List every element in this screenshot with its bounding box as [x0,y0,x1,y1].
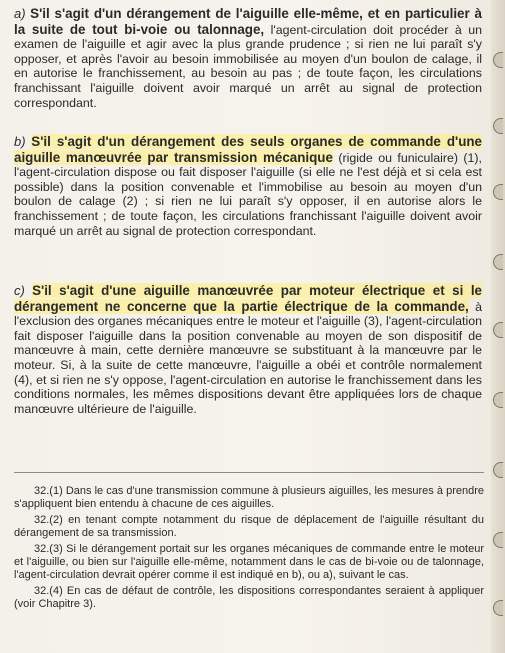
footnote-text: En cas de défaut de contrôle, les dispositions correspondantes seraient à appliquer (voir Chapitre 3). [14,585,484,610]
binder-hole [493,532,503,548]
paragraph-a-lead: S'il s'agit d'un dérangement de l'aiguille elle-même, et en particulier à la suite de tout bi-voie ou talonnage, [14,6,482,37]
paragraph-c [14,283,482,416]
paragraph-b-body: (rigide ou funiculaire) (1), l'agent-circulation dispose ou fait disposer l'aiguille (si elle ne l'est déjà et si cela est possible) dans la position convenable et l'immobilise au besoin au moyen d'un boulon de calage (2) ; si rien ne lui paraît s'y opposer, il en autorise alors le franchissement ; de toute façon, les circulations franchissant l'aiguille doivent avoir marqué un arrêt au signal de protection correspondant. [14,150,482,238]
binder-hole [493,254,503,270]
footnotes [14,485,484,614]
footnote-divider [14,472,484,473]
paragraph-b-letter: b) [14,134,26,149]
binder-hole [493,322,503,338]
paragraph-a-letter: a) [14,6,26,21]
binder-hole [493,52,503,68]
binder-hole [493,184,503,200]
binder-edge [491,0,505,653]
paragraph-c-body: à l'exclusion des organes mécaniques entre le moteur et l'aiguille (3), l'agent-circulation fait disposer l'aiguille dans la position convenable au moyen de son dispositif de manœuvre à main, cette dernière manœuvre se substituant à la manœuvre par le moteur. Si, à la suite de cette manœuvre, l'aiguille a obéi et contrôle normalement (4), et si rien ne s'y oppose, l'agent-circulation en autorise le franchissement dans les conditions normales, les mêmes dispositions devant être appliquées lors de chaque manœuvre ultérieure de l'aiguille. [14,299,483,416]
footnote-number: 32.(2) [34,514,63,526]
footnote-number: 32.(4) [34,585,63,597]
footnote-text: Dans le cas d'une transmission commune à plusieurs aiguilles, les mesures à prendre s'appliquent bien entendu à chacune de ces aiguilles. [14,485,484,510]
footnote-number: 32.(1) [34,485,63,497]
paragraph-a [14,6,482,110]
footnote-text: Si le dérangement portait sur les organes mécaniques de commande entre le moteur et l'aiguille, ou bien sur l'aiguille elle-même, notamment dans le cas de bi-voie ou de talonnage, l'agent-circulation devrait opérer comme il est indiqué en b), ou a), suivant le cas. [14,543,484,581]
footnote-1 [14,485,484,511]
paragraph-b [14,134,482,238]
binder-hole [493,118,503,134]
paragraph-c-lead: S'il s'agit d'une aiguille manœuvrée par moteur électrique et si le dérangement ne concerne que la partie électrique de la commande, [14,283,482,314]
binder-hole [493,462,503,478]
paragraph-b-lead: S'il s'agit d'un dérangement des seuls organes de commande d'une aiguille manœuvrée par transmission mécanique [14,134,482,165]
binder-hole [493,392,503,408]
footnote-number: 32.(3) [34,543,63,555]
paragraph-c-letter: c) [14,283,25,298]
footnote-text: en tenant compte notamment du risque de déplacement de l'aiguille résultant du dérangement de sa transmission. [14,514,484,539]
footnote-4 [14,585,484,611]
footnote-3 [14,543,484,582]
paragraph-a-body: l'agent-circulation doit procéder à un examen de l'aiguille et agir avec la plus grande prudence ; si rien ne lui paraît s'y opposer, et après l'avoir au besoin immobilisée au moyen d'un boulon de calage, il en autorise le franchissement, au besoin au pas ; de toute façon, les circulations franchissant l'aiguille doivent avoir marqué un arrêt au signal de protection correspondant. [14,22,482,110]
footnote-2 [14,514,484,540]
binder-hole [493,600,503,616]
